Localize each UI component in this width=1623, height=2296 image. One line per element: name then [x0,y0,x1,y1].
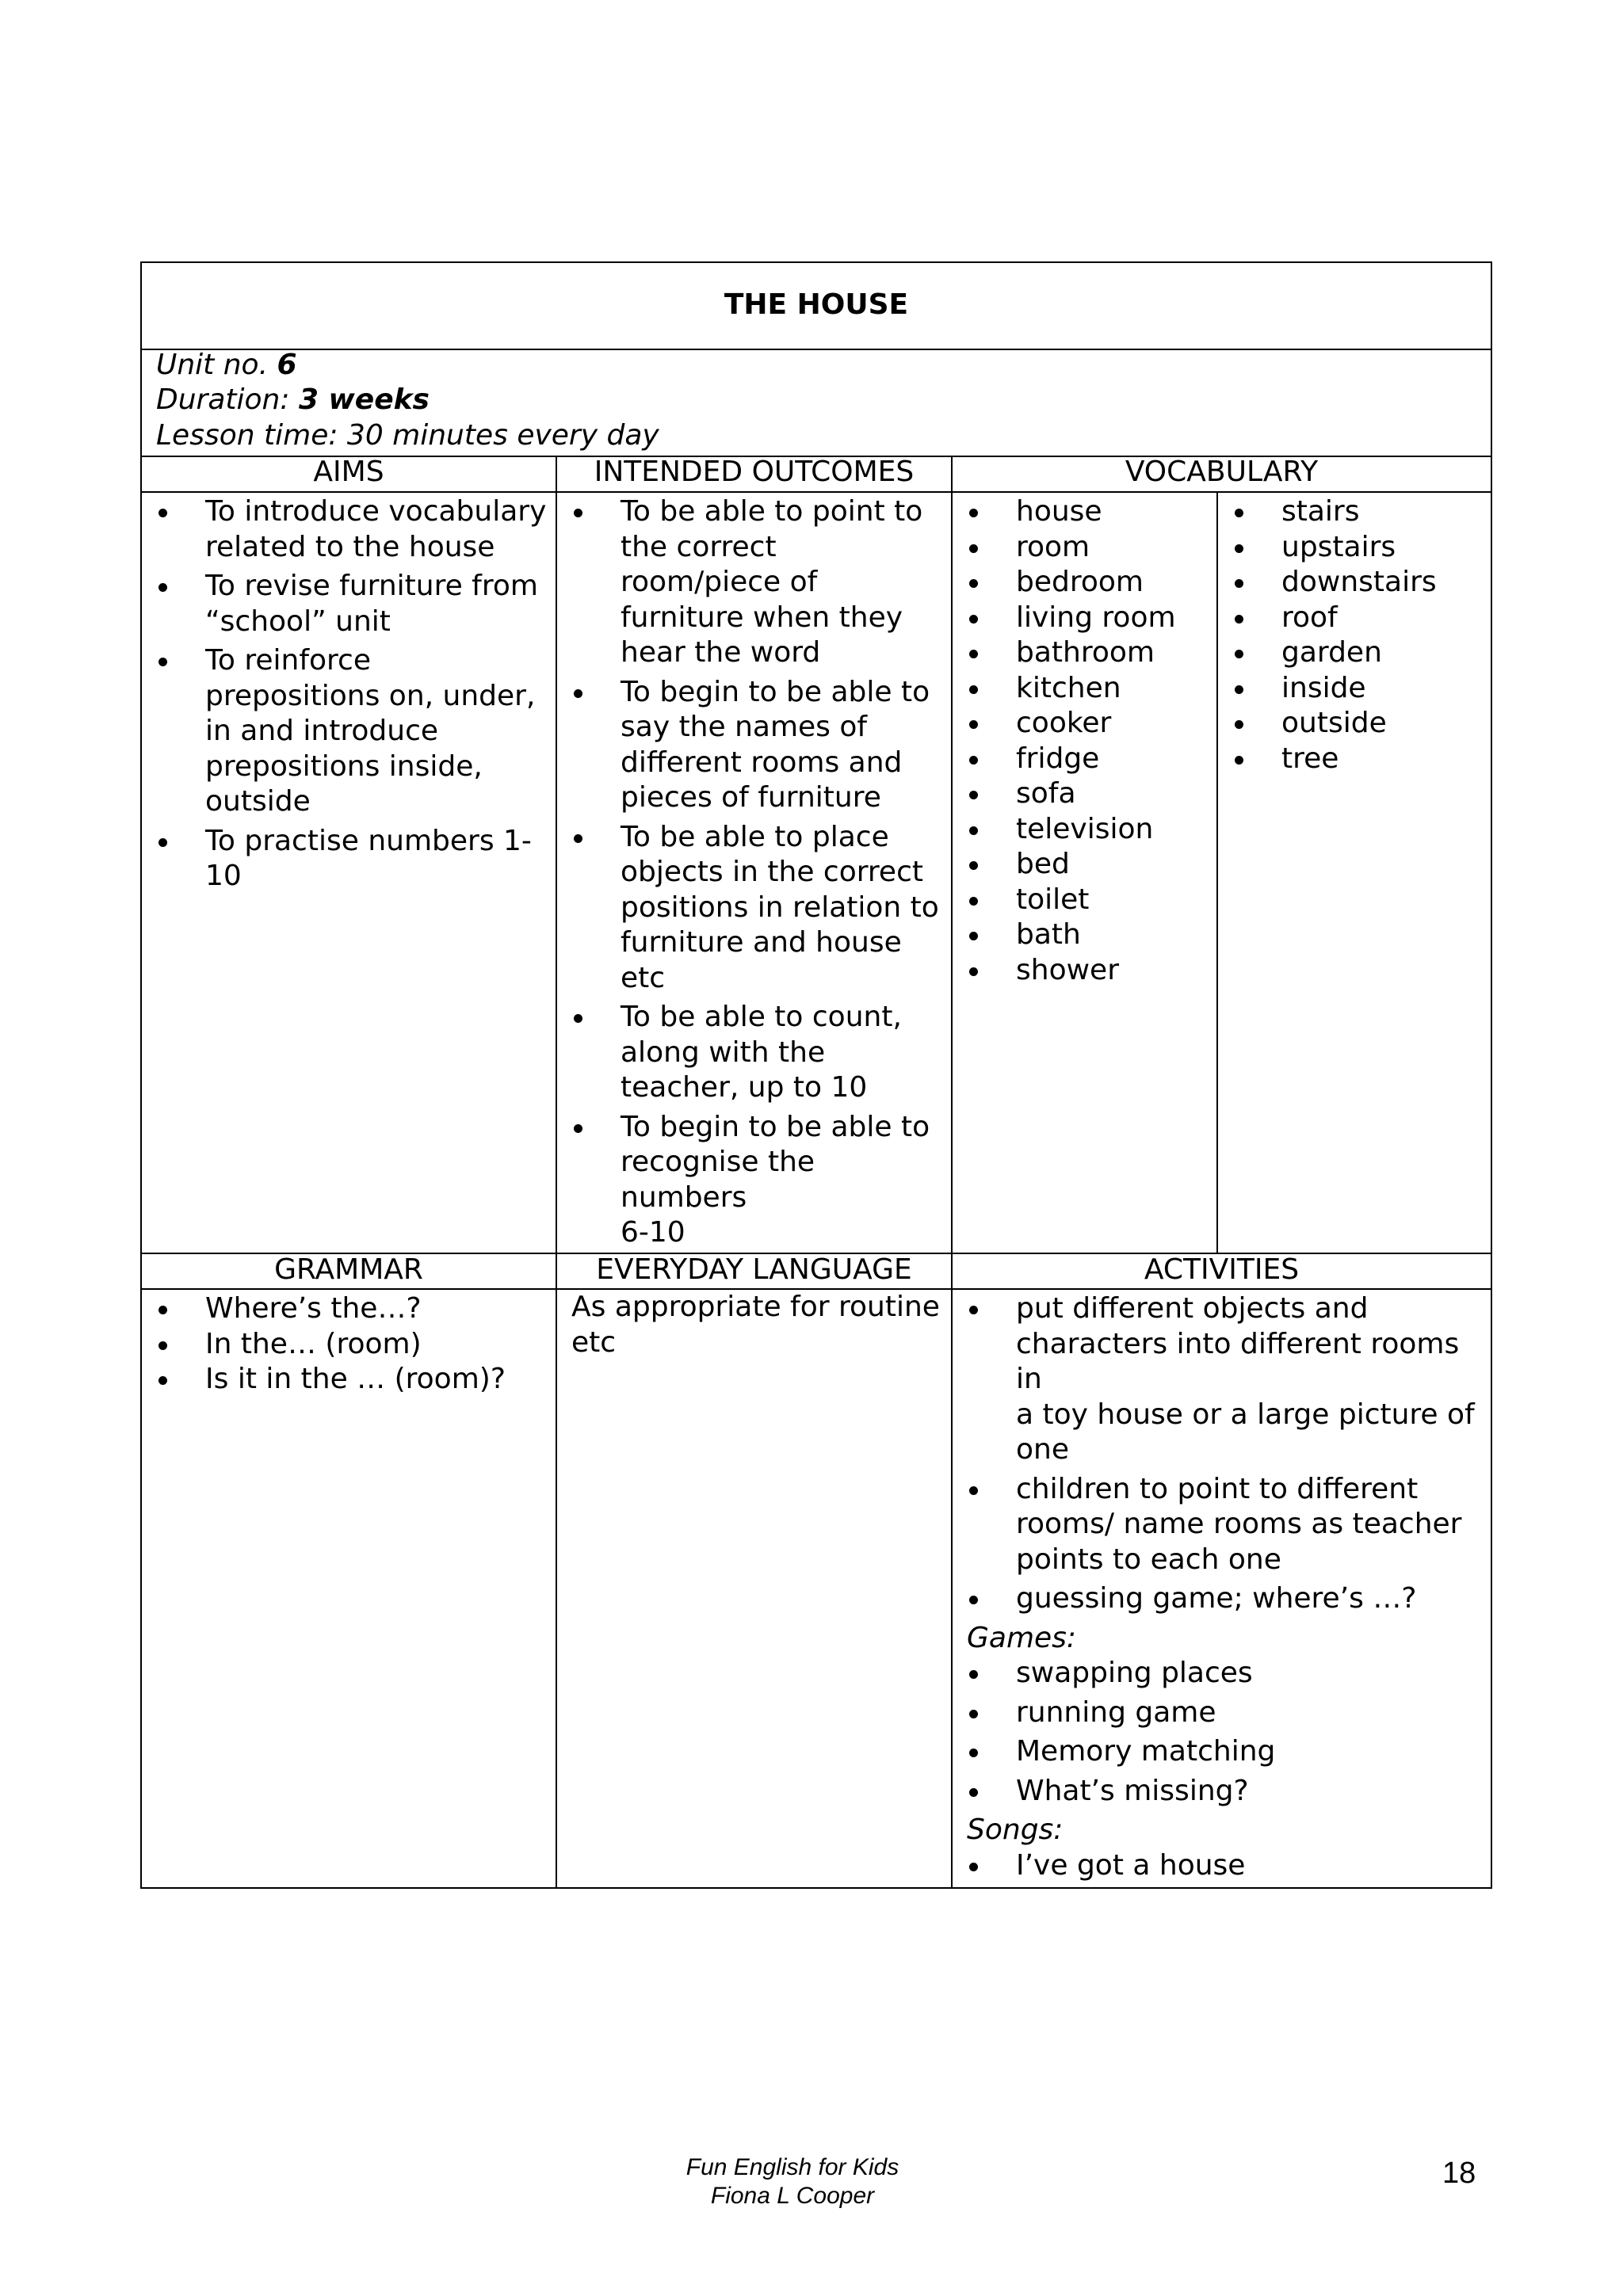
line-text: To revise furniture from [205,570,538,602]
unit-line [156,348,297,383]
unit-plan-table [140,261,1492,1889]
vocabulary-item: outside [1232,706,1486,742]
activities-header: ACTIVITIES [1144,1253,1300,1286]
line-text: children to point to different [1016,1472,1419,1505]
vocabulary-item: bedroom [967,565,1212,601]
line-text: furniture when they [621,601,903,634]
games-label: Games: [967,1621,1077,1654]
grammar-item: Is it in the … (room)? [156,1362,552,1398]
rule-header1-bottom [142,491,1491,493]
line-text: To reinforce [205,644,371,677]
line-text: say the names of [621,711,868,743]
line-text: etc [621,961,666,994]
line-text: To begin to be able to [621,1110,930,1143]
line-text: one [1016,1433,1069,1466]
line-text: room/piece of [621,566,818,598]
line-text: To begin to be able to [621,675,930,708]
game-item: running game [967,1695,1486,1731]
vocabulary-item: bed [967,847,1212,883]
aim-item [156,824,552,894]
vocabulary-item: sofa [967,776,1212,812]
grammar-header: GRAMMAR [274,1253,423,1286]
line-text: “school” unit [205,605,391,638]
line-text: hear the word [621,636,821,669]
line-text: To introduce vocabulary [205,495,547,528]
grammar-item: Where’s the…? [156,1291,552,1327]
grammar-list [156,1291,552,1398]
song-item: I’ve got a house [967,1848,1486,1884]
everyday-line: As appropriate for routine [571,1291,940,1323]
line-text: the correct [621,530,777,563]
line-text: 10 [205,860,242,892]
vocabulary-item: downstairs [1232,565,1486,601]
line-text: put different objects and [1016,1292,1369,1325]
aim-item [156,494,552,565]
line-text: outside [205,785,311,818]
game-item: What’s missing? [967,1774,1486,1810]
line-text: To practise numbers 1- [205,824,532,857]
aim-item [156,643,552,820]
line-text: To be able to point to [621,495,923,528]
line-text: in and introduce [205,715,439,747]
vocabulary-item: shower [967,953,1212,989]
line-text: prepositions inside, [205,749,483,783]
vocabulary-item: living room [967,601,1212,636]
line-text: different rooms and [621,746,903,779]
footer-line-2: Fiona L Cooper [710,2183,875,2209]
lesson-time: Lesson time: 30 minutes every day [156,419,659,452]
line-text: positions in relation to [621,891,939,924]
line-text: along with the [621,1035,826,1069]
everyday-header: EVERYDAY LANGUAGE [596,1253,912,1286]
vocabulary-item: cooker [967,706,1212,742]
outcome-item [571,494,948,671]
outcome-item [571,675,948,816]
page-number: 18 [1442,2157,1476,2190]
duration-label: Duration: [156,383,299,416]
duration-line [156,383,430,418]
line-text: prepositions on, under, [205,679,536,712]
vocabulary-item: house [967,494,1212,530]
vocabulary-item: stairs [1232,494,1486,530]
vocabulary-item: room [967,530,1212,566]
outcome-item [571,1000,948,1106]
line-text: objects in the correct [621,856,923,888]
line-text: To be able to count, [621,1001,902,1033]
aims-list [156,494,552,898]
vocabulary-item: garden [1232,635,1486,671]
footer-line-1: Fun English for Kids [685,2154,899,2180]
rule-title-bottom [142,349,1491,350]
activities-list [967,1291,1486,1883]
line-text: recognise the numbers [621,1146,815,1214]
vocabulary-item: inside [1232,671,1486,707]
line-text: rooms/ name rooms as teacher [1016,1508,1462,1540]
everyday-text [571,1290,940,1360]
line-text: teacher, up to 10 [621,1071,868,1104]
vocabulary-list-1 [967,494,1212,988]
outcomes-header: INTENDED OUTCOMES [594,456,915,488]
aims-header: AIMS [313,456,384,488]
line-text: related to the house [205,530,495,563]
game-item: swapping places [967,1656,1486,1691]
vocabulary-item: bath [967,917,1212,953]
outcome-item [571,1110,948,1251]
rule-vocab-split [1216,491,1218,1253]
grammar-item: In the… (room) [156,1327,552,1363]
vocabulary-item: tree [1232,742,1486,777]
vocabulary-item: fridge [967,742,1212,777]
activity-item [967,1472,1486,1578]
vocabulary-item: kitchen [967,671,1212,707]
outcomes-list [571,494,948,1255]
line-text: guessing game; where’s …? [1016,1582,1417,1615]
aim-item [156,569,552,639]
outcome-item [571,820,948,997]
duration-value: 3 weeks [298,383,430,416]
line-text: 6-10 [621,1216,685,1249]
line-text: To be able to place [621,820,889,853]
rule-col1 [556,456,557,1887]
rule-col2 [951,456,953,1887]
vocabulary-list-2 [1232,494,1486,776]
unit-value: 6 [277,349,297,381]
line-text: pieces of furniture [621,781,881,814]
unit-label: Unit no. [156,349,277,381]
game-item: Memory matching [967,1734,1486,1770]
vocabulary-item: upstairs [1232,530,1486,566]
line-text: points to each one [1016,1543,1281,1576]
vocabulary-item: television [967,812,1212,848]
vocabulary-item: bathroom [967,635,1212,671]
activity-item [967,1581,1486,1617]
vocabulary-item: toilet [967,883,1212,918]
line-text: furniture and house [621,926,902,959]
everyday-line: etc [571,1325,617,1359]
vocabulary-header: VOCABULARY [1125,456,1319,488]
songs-label: Songs: [967,1814,1064,1846]
line-text: characters into different rooms in [1016,1327,1460,1395]
page-title: THE HOUSE [724,288,909,321]
vocabulary-item: roof [1232,601,1486,636]
line-text: a toy house or a large picture of [1016,1398,1475,1431]
activity-item [967,1291,1486,1468]
